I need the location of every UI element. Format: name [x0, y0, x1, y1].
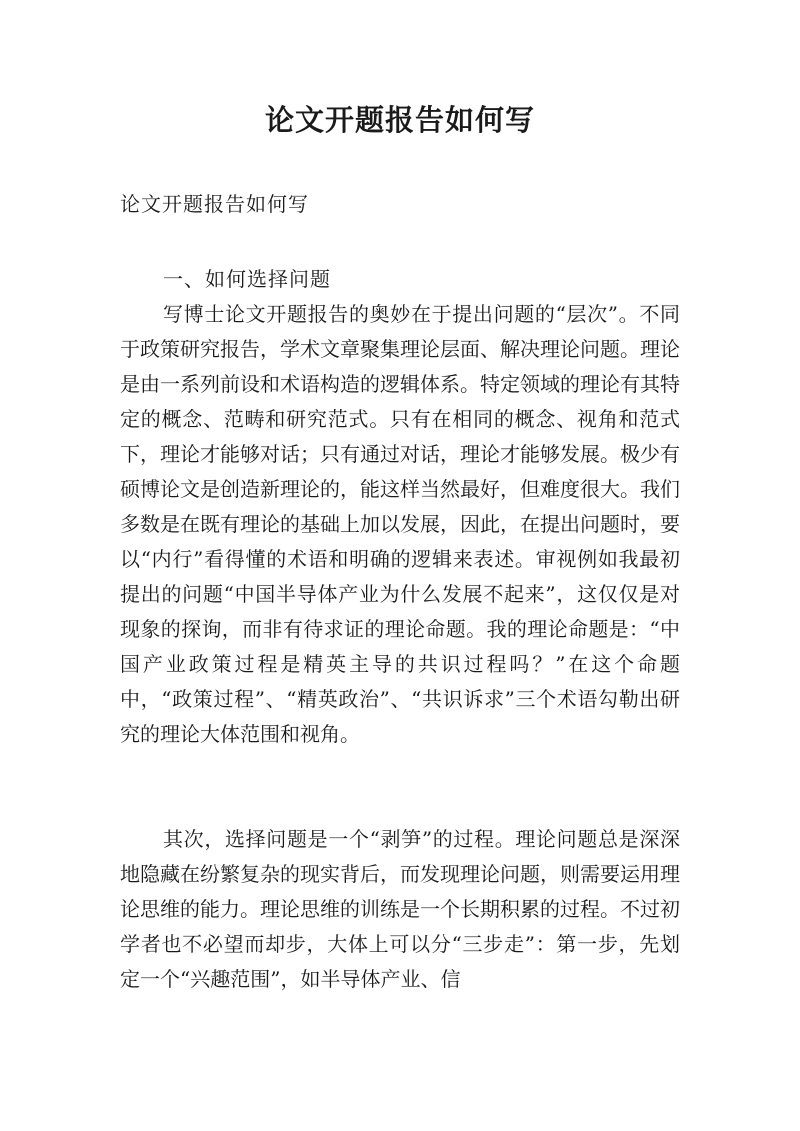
document-title: 论文开题报告如何写 — [264, 103, 535, 137]
body-paragraph: 写博士论文开题报告的奥妙在于提出问题的“层次”。不同于政策研究报告，学术文章聚集理论层面、解决理论问题。理论是由一系列前设和术语构造的逻辑体系。特定领域的理论有其特定的概念、范畴和研究范式。只有在相同的概念、视角和范式下，理论才能够对话；只有通过对话，理论才能够发展。极少有硕博论文是创造新理论的，能这样当然最好，但难度很大。我们多数是在既有理论的基础上加以发展，因此，在提出问题时，要以“内行”看得懂的术语和明确的逻辑来表述。审视例如我最初提出的问题“中国半导体产业为什么发展不起来”，这仅仅是对现象的探询，而非有待求证的理论命题。我的理论命题是：“中国产业政策过程是精英主导的共识过程吗？”在这个命题中，“政策过程”、“精英政治”、“共识诉求”三个术语勾勒出研究的理论大体范围和视角。 — [120, 302, 680, 746]
section-heading: 一、如何选择问题 — [163, 267, 331, 291]
body-paragraph: 其次，选择问题是一个“剥笋”的过程。理论问题总是深深地隐藏在纷繁复杂的现实背后，而发现理论问题，则需要运用理论思维的能力。理论思维的训练是一个长期积累的过程。不过初学者也不必望而却步，大体上可以分“三步走”：第一步，先划定一个“兴趣范围”，如半导体产业、信 — [120, 827, 680, 991]
document-subtitle: 论文开题报告如何写 — [120, 192, 309, 216]
